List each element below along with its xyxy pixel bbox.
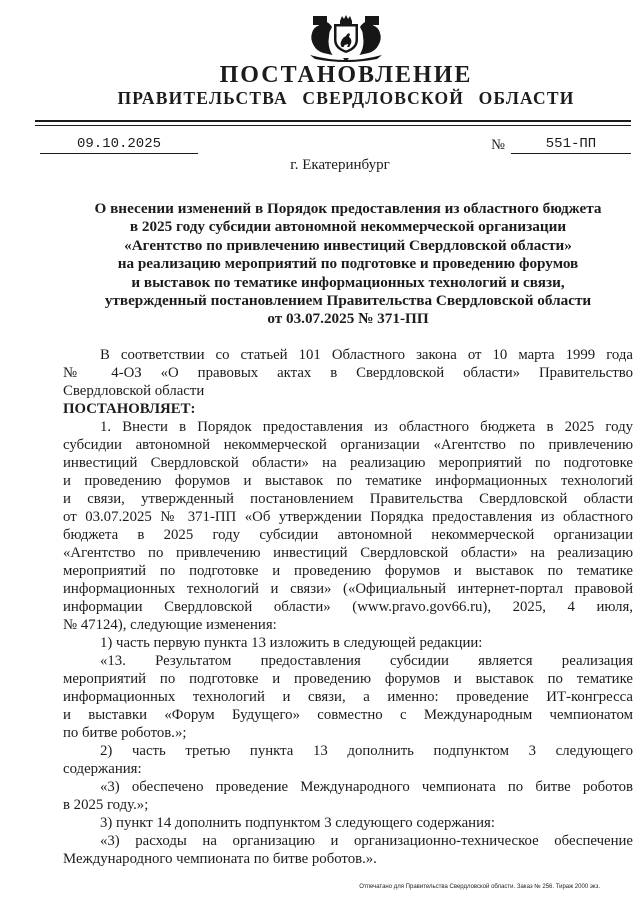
subject-line: О внесении изменений в Порядок предоставления из областного бюджета	[94, 200, 602, 217]
document-number-field	[491, 135, 631, 153]
body-line: содержания:	[63, 761, 142, 777]
subject-title-block	[63, 200, 633, 329]
body-line: и выставки «Форум Будущего» совместно с Международным чемпионатом	[63, 707, 633, 723]
body-line: «Агентство по привлечению инвестиций Свердловской области» на реализацию	[63, 545, 633, 561]
header-divider	[35, 120, 631, 126]
body-line: Международного чемпионата по битве роботов.».	[63, 851, 377, 867]
body-line: 1) часть первую пункта 13 изложить в следующей редакции:	[100, 635, 483, 651]
subject-line: от 03.07.2025 № 371-ПП	[267, 310, 429, 328]
body-line: информационных технологий и связи, а именно: проведение ИТ-конгресса	[63, 689, 633, 705]
body-line: мероприятий по подготовке и проведению форумов и выставок по тематике	[63, 563, 633, 579]
subject-line: утвержденный постановлением Правительства Свердловской области	[104, 292, 592, 310]
body-line: информационных технологий и связи» («Официальный интернет-портал правовой	[63, 581, 633, 597]
document-number: 551-ПП	[511, 135, 631, 154]
subject-line: в 2025 году субсидии автономной некоммерческой организации	[129, 218, 567, 236]
body-line: 1. Внести в Порядок предоставления из областного бюджета в 2025 году	[100, 419, 633, 435]
body-line: мероприятий по подготовке и проведению форумов и выставок по тематике	[63, 671, 633, 687]
body-line: «3) расходы на организацию и организационно-техническое обеспечение	[100, 833, 633, 849]
body-line: по битве роботов.»;	[63, 725, 187, 741]
number-sign-label: №	[491, 137, 505, 153]
body-line: 2) часть третью пункта 13 дополнить подпунктом 3 следующего	[100, 743, 633, 759]
document-date: 09.10.2025	[76, 136, 161, 152]
city-line: г. Екатеринбург	[290, 157, 390, 173]
print-imprint: Отпечатано для Правительства Свердловской области. Заказ № 256. Тираж 2000 экз.	[359, 884, 600, 890]
body-line: и связи, утвержденный постановлением Правительства Свердловской области	[63, 491, 633, 507]
subject-line: и выставок по тематике информационных технологий и связи,	[131, 273, 565, 291]
body-line: бюджета в 2025 году субсидии автономной некоммерческой организации	[63, 527, 633, 543]
body-line: Свердловской области	[63, 383, 205, 399]
issuer-title: ПРАВИТЕЛЬСТВА СВЕРДЛОВСКОЙ ОБЛАСТИ	[117, 88, 575, 108]
body-text-block	[63, 346, 633, 868]
body-line: № 4-ОЗ «О правовых актах в Свердловской области» Правительство	[63, 365, 633, 381]
body-line: информации Свердловской области» (www.pravo.gov66.ru), 2025, 4 июля,	[63, 599, 633, 615]
body-line: № 47124), следующие изменения:	[63, 617, 277, 633]
subject-line: «Агентство по привлечению инвестиций Свердловской области»	[124, 236, 572, 254]
body-line: субсидии автономной некоммерческой организации «Агентство по привлечению	[63, 437, 633, 453]
body-line: В соответствии со статьей 101 Областного закона от 10 марта 1999 года	[100, 347, 633, 363]
body-line: 3) пункт 14 дополнить подпунктом 3 следующего содержания:	[100, 815, 495, 831]
body-line: «3) обеспечено проведение Международного чемпионата по битве роботов	[100, 779, 633, 795]
sverdlovsk-coat-of-arms-icon	[288, 14, 404, 67]
body-line: «13. Результатом предоставления субсидии является реализация	[100, 653, 633, 669]
body-line: ПОСТАНОВЛЯЕТ:	[63, 401, 196, 417]
body-line: инвестиций Свердловской области» на реализацию мероприятий по подготовке	[63, 455, 633, 471]
document-type-title: ПОСТАНОВЛЕНИЕ	[219, 62, 473, 88]
document-date-field	[40, 135, 198, 154]
body-line: в 2025 году.»;	[63, 797, 149, 813]
subject-line: на реализацию мероприятий по подготовке и проведению форумов	[117, 255, 579, 273]
body-line: и проведению форумов и выставок по тематике информационных технологий	[63, 473, 633, 489]
body-line: от 03.07.2025 № 371-ПП «Об утверждении Порядка предоставления из областного	[63, 509, 633, 525]
